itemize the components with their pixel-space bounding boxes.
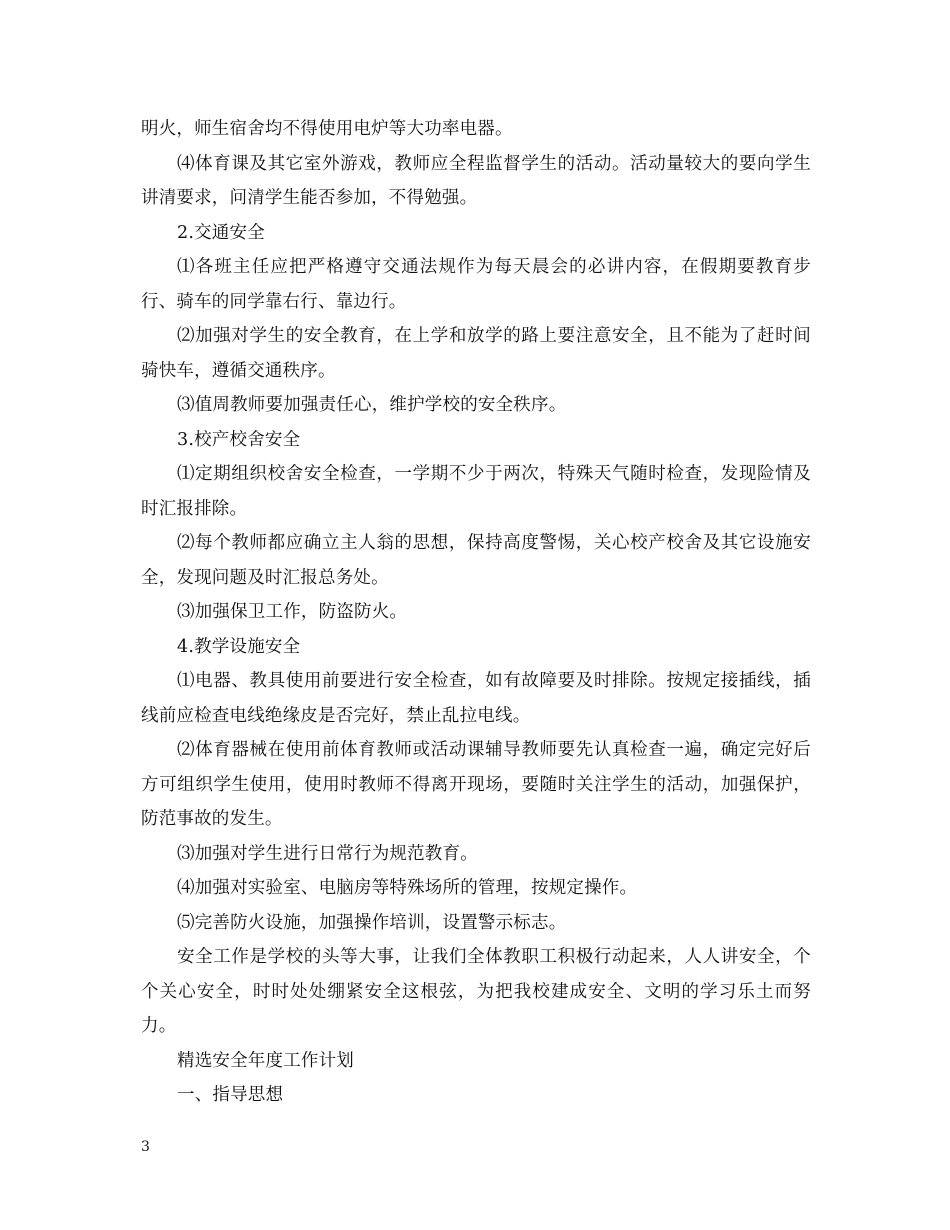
paragraph: ⑶加强对学生进行日常行为规范教育。	[177, 843, 478, 864]
document-body	[141, 112, 811, 1113]
paragraph: ⑶值周教师要加强责任心，维护学校的安全秩序。	[177, 395, 567, 415]
paragraph: ⑴定期组织校舍安全检查，一学期不少于两次，特殊天气随时检查，发现险情及时汇报排除。	[141, 464, 811, 519]
paragraph: ⑴各班主任应把严格遵守交通法规作为每天晨会的必讲内容，在假期要教育步行、骑车的同学靠右行、靠边行。	[141, 257, 811, 312]
paragraph: 明火，师生宿舍均不得使用电炉等大功率电器。	[141, 119, 513, 139]
paragraph: ⑵加强对学生的安全教育，在上学和放学的路上要注意安全，且不能为了赶时间骑快车，遵循交通秩序。	[141, 326, 811, 381]
section-heading: 2.交通安全	[177, 222, 265, 243]
section-heading: 4.教学设施安全	[177, 636, 301, 657]
paragraph: ⑷加强对实验室、电脑房等特殊场所的管理，按规定操作。	[177, 878, 638, 898]
paragraph: ⑵体育器械在使用前体育教师或活动课辅导教师要先认真检查一遍，确定完好后方可组织学生使用，使用时教师不得离开现场，要随时关注学生的活动，加强保护，防范事故的发生。	[141, 740, 811, 829]
paragraph: ⑷体育课及其它室外游戏，教师应全程监督学生的活动。活动量较大的要向学生讲清要求，问清学生能否参加，不得勉强。	[141, 153, 811, 208]
section-heading: 3.校产校舍安全	[177, 429, 301, 450]
paragraph: 安全工作是学校的头等大事，让我们全体教职工积极行动起来，人人讲安全，个个关心安全，时时处处绷紧安全这根弦，为把我校建成安全、文明的学习乐土而努力。	[141, 947, 811, 1036]
paragraph: ⑵每个教师都应确立主人翁的思想，保持高度警惕，关心校产校舍及其它设施安全，发现问题及时汇报总务处。	[141, 533, 811, 588]
section-heading: 一、指导思想	[177, 1085, 284, 1105]
document-title: 精选安全年度工作计划	[177, 1050, 354, 1071]
page-number: 3	[141, 1139, 150, 1155]
paragraph: ⑶加强保卫工作，防盗防火。	[177, 602, 408, 622]
paragraph: ⑴电器、教具使用前要进行安全检查，如有故障要及时排除。按规定接插线，插线前应检查电线绝缘皮是否完好，禁止乱拉电线。	[141, 671, 811, 726]
paragraph: ⑸完善防火设施，加强操作培训，设置警示标志。	[177, 912, 567, 933]
